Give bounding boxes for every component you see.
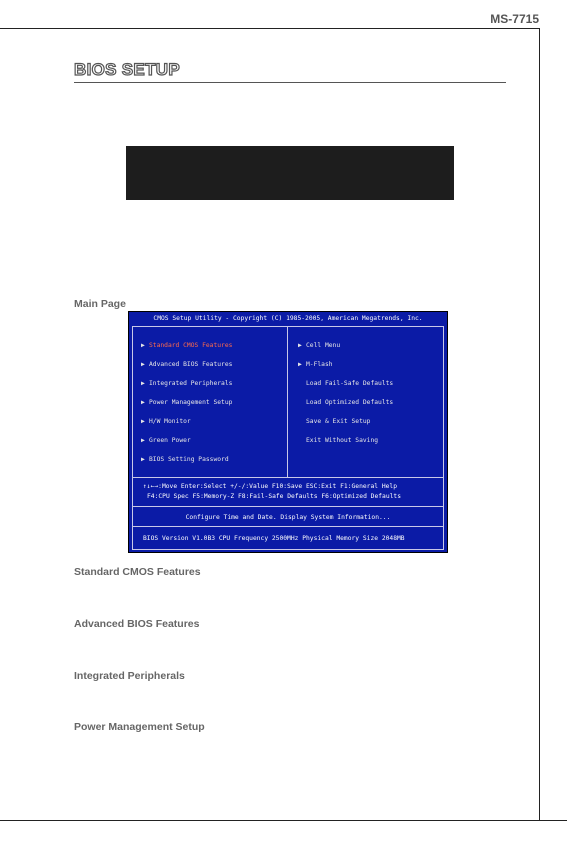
bios-menu-label: Power Management Setup: [149, 399, 233, 406]
advanced-bios-caption: Advanced BIOS Features: [74, 618, 200, 630]
bios-help-line-2: F4:CPU Spec F5:Memory-Z F8:Fail-Safe Defaults F6:Optimized Defaults: [147, 493, 402, 500]
bios-help-divider: [132, 477, 444, 478]
bios-menu-label: Advanced BIOS Features: [149, 361, 233, 368]
bios-menu-cell-menu[interactable]: [298, 342, 393, 361]
arrow-right-icon: ▶: [141, 418, 145, 425]
bios-menu-label: Load Optimized Defaults: [306, 399, 394, 406]
arrow-right-icon: ▶: [141, 456, 145, 463]
bios-menu-advanced-bios[interactable]: [141, 361, 232, 380]
bios-right-menu: [298, 342, 393, 456]
bios-version-divider: [132, 526, 444, 527]
bios-menu-label: Standard CMOS Features: [149, 342, 233, 349]
bios-menu-label: Green Power: [149, 437, 191, 444]
arrow-right-icon: ▶: [298, 361, 302, 368]
bottom-rule: [0, 820, 567, 821]
bios-menu-load-fail-safe[interactable]: [298, 380, 393, 399]
bios-menu-label: Cell Menu: [306, 342, 341, 349]
bios-help-line-1: ↑↓←→:Move Enter:Select +/-/:Value F10:Save ESC:Exit F1:General Help: [143, 483, 398, 490]
arrow-right-icon: ▶: [141, 399, 145, 406]
bios-menu-label: M-Flash: [306, 361, 333, 368]
bios-menu-load-optimized[interactable]: [298, 399, 393, 418]
bios-menu-label: Load Fail-Safe Defaults: [306, 380, 394, 387]
bios-title: CMOS Setup Utility - Copyright (C) 1985-2005, American Megatrends, Inc.: [153, 315, 423, 322]
bios-menu-green-power[interactable]: [141, 437, 232, 456]
bios-desc-divider: [132, 506, 444, 507]
bios-menu-label: Save & Exit Setup: [306, 418, 371, 425]
integrated-peripherals-caption: Integrated Peripherals: [74, 670, 185, 682]
bios-menu-label: H/W Monitor: [149, 418, 191, 425]
bios-left-menu: [141, 342, 232, 475]
arrow-right-icon: ▶: [298, 342, 302, 349]
bios-menu-setting-password[interactable]: [141, 456, 232, 475]
power-management-caption: Power Management Setup: [74, 721, 205, 733]
arrow-right-icon: ▶: [141, 380, 145, 387]
bios-menu-standard-cmos[interactable]: [141, 342, 232, 361]
bios-menu-save-exit[interactable]: [298, 418, 393, 437]
standard-cmos-caption: Standard CMOS Features: [74, 566, 201, 578]
dark-banner: [126, 146, 454, 200]
section-title: BIOS SETUP: [74, 60, 180, 79]
bios-version-line: BIOS Version V1.0B3 CPU Frequency 2500MHz Physical Memory Size 2048MB: [143, 535, 405, 542]
bios-menu-label: Exit Without Saving: [306, 437, 379, 444]
bios-screenshot: [128, 311, 448, 553]
model-label: MS-7715: [490, 12, 539, 26]
arrow-right-icon: ▶: [141, 437, 145, 444]
bios-description: Configure Time and Date. Display System Information...: [185, 514, 391, 521]
bios-menu-m-flash[interactable]: [298, 361, 393, 380]
arrow-right-icon: ▶: [141, 342, 145, 349]
bios-column-divider: [287, 326, 288, 477]
title-rule: [74, 82, 506, 83]
top-rule: [0, 28, 540, 29]
bios-menu-integrated-peripherals[interactable]: [141, 380, 232, 399]
bios-menu-power-management[interactable]: [141, 399, 232, 418]
bios-menu-hw-monitor[interactable]: [141, 418, 232, 437]
bios-menu-label: Integrated Peripherals: [149, 380, 233, 387]
main-page-caption: Main Page: [74, 298, 126, 310]
arrow-right-icon: ▶: [141, 361, 145, 368]
bios-menu-exit-without-saving[interactable]: [298, 437, 393, 456]
bios-menu-label: BIOS Setting Password: [149, 456, 229, 463]
side-rule: [539, 28, 540, 820]
